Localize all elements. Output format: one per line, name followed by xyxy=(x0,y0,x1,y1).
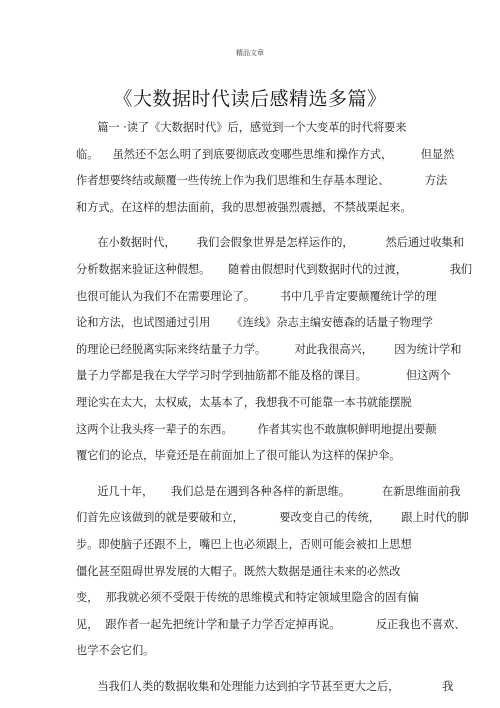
text-line: 论和方法，也试图通过引用 《连线》杂志主编安德森的话量子物理学 xyxy=(76,316,433,330)
text-line: 理论实在太大，太权威，太基本了，我想我不可能靠一本书就能摆脱 xyxy=(76,395,412,409)
text-line: 变， 那我就必须不受限于传统的思维模式和特定领域里隐含的固有偏 xyxy=(76,591,419,605)
text-line: 分析数据来验证这种假想。 随着由假想时代到数据时代的过渡， 我们 xyxy=(76,262,473,276)
document-body xyxy=(76,115,473,700)
text-line: 篇一 ·读了《大数据时代》后，感觉到一个大变革的时代将要来 xyxy=(76,121,407,134)
text-line: 们首先应该做到的就是要破和立， 要改变自己的传统， 跟上时代的脚 xyxy=(76,511,469,525)
text-line: 覆它们的论点，毕竟还是在前面加上了很可能认为这样的保护伞。 xyxy=(76,449,401,463)
text-line: 当我们人类的数据收集和处理能力达到拍字节甚至更大之后， 我 xyxy=(76,679,454,693)
paragraph-1 xyxy=(76,115,455,221)
text-line: 也很可能认为我们不在需要理论了。 书中几乎肯定要颠覆统计学的理 xyxy=(76,289,437,303)
paragraph-2 xyxy=(76,230,473,469)
text-line: 步。即使脑子还跟不上，嘴巴上也必须跟上，否则可能会被扣上思想 xyxy=(76,537,412,551)
text-line: 作者想要终结或颠覆一些传统上作为我们思维和生存基本理论、 方法 xyxy=(76,174,448,188)
text-line: 的理论已经脱离实际来终结量子力学。 对此我很高兴， 因为统计学和 xyxy=(76,342,462,356)
text-line: 也学不会它们。 xyxy=(76,644,155,658)
text-line: 量子力学都是我在大学学习时学到抽筋都不能及格的课目。 但这两个 xyxy=(76,369,451,383)
text-line: 见， 跟作者一起先把统计学和量子力学否定掉再说。 反正我也不喜欢、 xyxy=(76,617,466,631)
text-line: 僵化甚至阻碍世界发展的大帽子。既然大数据是通往未来的必然改 xyxy=(76,564,401,578)
text-line: 这两个让我头疼一辈子的东西。 作者其实也不敢旗帜鲜明地提出要颠 xyxy=(76,422,437,436)
text-line: 近几十年， 我们总是在遇到各种各样的新思维。 在新思维面前我 xyxy=(76,484,461,498)
page-header: 精品文章 xyxy=(236,49,264,57)
document-title: 《大数据时代读后感精选多篇》 xyxy=(113,88,387,110)
paragraph-3 xyxy=(76,479,469,665)
text-line: 在小数据时代， 我们会假象世界是怎样运作的， 然后通过收集和 xyxy=(76,236,464,250)
text-line: 和方式。在这样的想法面前，我的思想被强烈震撼，不禁战栗起来。 xyxy=(76,200,412,214)
text-line: 临。 虽然还不怎么明了到底要彻底改变哪些思维和操作方式， 但显然 xyxy=(76,147,455,161)
paragraph-4 xyxy=(76,674,454,701)
